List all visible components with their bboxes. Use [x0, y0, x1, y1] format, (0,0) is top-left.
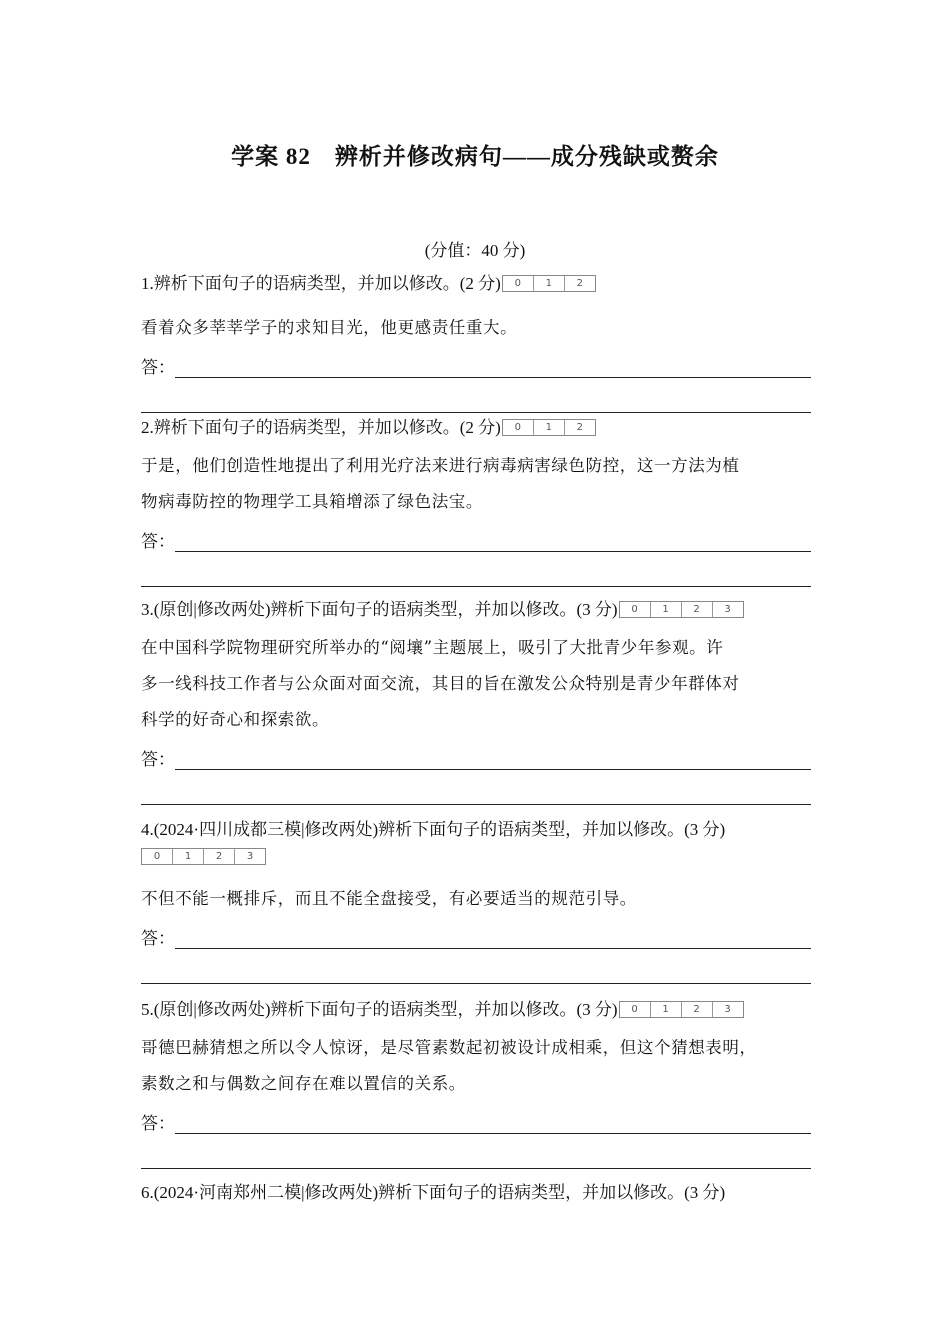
answer-line[interactable]	[141, 770, 811, 805]
score-cell[interactable]: 3	[724, 603, 731, 615]
score-cell[interactable]: 2	[682, 602, 713, 617]
sentence-line: 素数之和与偶数之间存在难以置信的关系。	[141, 1074, 466, 1093]
score-grid[interactable]	[619, 1001, 744, 1018]
answer-row[interactable]	[141, 917, 811, 949]
answer-label: 答：	[141, 750, 175, 769]
question-2	[141, 416, 811, 587]
score-cell[interactable]: 2	[576, 421, 584, 433]
score-cell[interactable]: 0	[620, 602, 651, 617]
answer-line[interactable]	[175, 926, 811, 949]
question-6	[141, 1181, 811, 1205]
question-5	[141, 998, 811, 1169]
question-stem-text: 3.(原创|修改两处)辨析下面句子的语病类型，并加以修改。(3 分)	[141, 600, 618, 619]
score-grid[interactable]	[502, 275, 596, 292]
sentence-line: 哥德巴赫猜想之所以令人惊讶，是尽管素数起初被设计成相乘，但这个猜想表明，	[141, 1038, 757, 1057]
question-stem	[141, 1181, 811, 1205]
question-sentence	[141, 1030, 811, 1102]
score-cell[interactable]: 0	[142, 849, 173, 864]
sentence-line: 在中国科学院物理研究所举办的“阅壤”主题展上，吸引了大批青少年参观。许	[141, 638, 724, 657]
answer-label: 答：	[141, 1114, 175, 1133]
score-cell[interactable]: 1	[173, 849, 204, 864]
score-cell[interactable]: 2	[204, 849, 235, 864]
score-grid[interactable]	[502, 419, 596, 436]
answer-label: 答：	[141, 532, 175, 551]
score-cell[interactable]: 1	[651, 1002, 682, 1017]
score-total: (分值：40 分)	[424, 241, 526, 260]
question-1	[141, 272, 811, 413]
sentence-line: 多一线科技工作者与公众面对面交流，其目的旨在激发公众特别是青少年群体对	[141, 674, 740, 693]
score-cell[interactable]: 3	[246, 851, 254, 862]
question-stem-text: 5.(原创|修改两处)辨析下面句子的语病类型，并加以修改。(3 分)	[141, 1000, 618, 1019]
question-stem	[141, 416, 811, 440]
answer-row[interactable]	[141, 738, 811, 770]
question-stem-text: 4.(2024·四川成都三模|修改两处)辨析下面句子的语病类型，并加以修改。(3 分)	[141, 820, 726, 839]
score-grid[interactable]	[619, 601, 744, 618]
page-title: 学案 82 辨析并修改病句——成分残缺或赘余	[231, 144, 719, 169]
question-3	[141, 598, 811, 805]
sentence-line: 科学的好奇心和探索欲。	[141, 710, 330, 729]
score-cell[interactable]: 0	[620, 1002, 651, 1017]
answer-label: 答：	[141, 358, 175, 377]
score-grid[interactable]	[141, 848, 266, 865]
score-cell[interactable]: 2	[682, 1002, 713, 1017]
answer-line[interactable]	[175, 529, 811, 552]
answer-line[interactable]	[175, 355, 811, 378]
sentence-line: 不但不能一概排斥，而且不能全盘接受，有必要适当的规范引导。	[141, 889, 637, 908]
question-4	[141, 818, 811, 984]
question-stem	[141, 818, 811, 842]
sentence-line: 看着众多莘莘学子的求知目光，他更感责任重大。	[141, 318, 518, 337]
sentence-line: 于是，他们创造性地提出了利用光疗法来进行病毒病害绿色防控，这一方法为植	[141, 456, 740, 475]
question-stem	[141, 598, 811, 622]
answer-line[interactable]	[141, 552, 811, 587]
answer-label: 答：	[141, 929, 175, 948]
question-stem	[141, 272, 811, 296]
score-cell[interactable]: 1	[534, 276, 565, 291]
question-stem-text: 1.辨析下面句子的语病类型，并加以修改。(2 分)	[141, 274, 501, 293]
score-cell[interactable]: 1	[534, 420, 565, 435]
score-cell[interactable]: 3	[724, 1003, 731, 1015]
answer-line[interactable]	[175, 1111, 811, 1134]
question-sentence	[141, 630, 811, 738]
score-cell[interactable]: 2	[576, 277, 584, 289]
answer-line[interactable]	[141, 378, 811, 413]
answer-row[interactable]	[141, 346, 811, 378]
score-cell[interactable]: 0	[503, 276, 534, 291]
question-sentence	[141, 448, 811, 520]
answer-row[interactable]	[141, 1102, 811, 1134]
answer-line[interactable]	[141, 949, 811, 984]
answer-line[interactable]	[141, 1134, 811, 1169]
question-stem	[141, 998, 811, 1022]
question-sentence	[141, 310, 811, 346]
answer-row[interactable]	[141, 520, 811, 552]
question-stem-text: 6.(2024·河南郑州二模|修改两处)辨析下面句子的语病类型，并加以修改。(3 分)	[141, 1183, 726, 1202]
answer-line[interactable]	[175, 747, 811, 770]
sentence-line: 物病毒防控的物理学工具箱增添了绿色法宝。	[141, 492, 483, 511]
score-cell[interactable]: 0	[503, 420, 534, 435]
score-cell[interactable]: 1	[651, 602, 682, 617]
question-sentence	[141, 881, 811, 917]
question-stem-text: 2.辨析下面句子的语病类型，并加以修改。(2 分)	[141, 418, 501, 437]
